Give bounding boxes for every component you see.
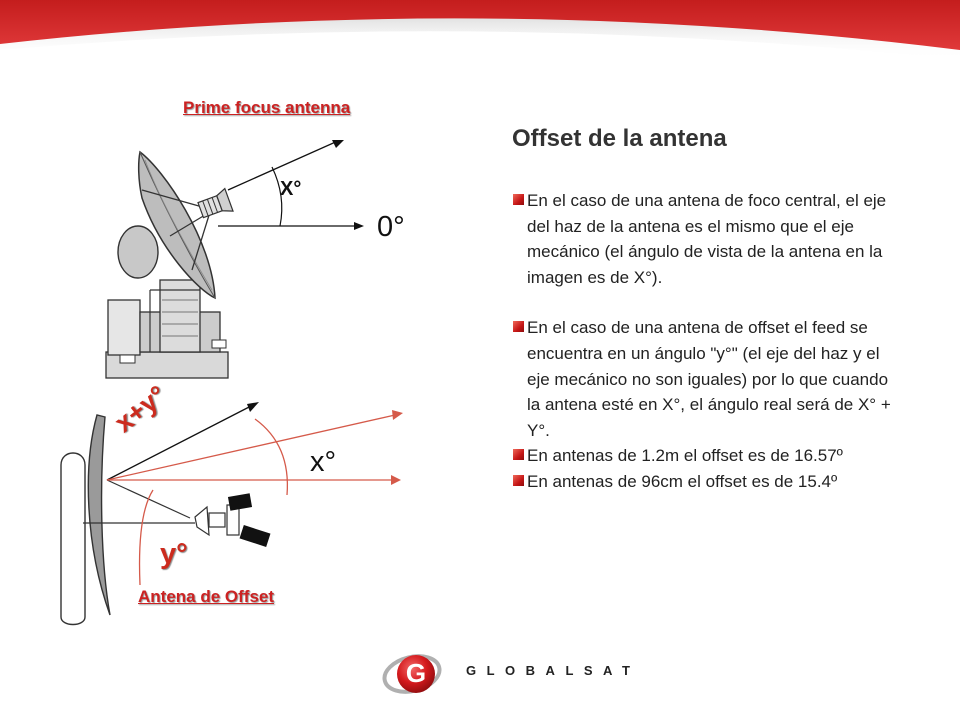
bullet-marker-icon bbox=[513, 475, 524, 486]
bullet-marker-icon bbox=[513, 321, 524, 332]
bullet-item bbox=[527, 188, 897, 290]
offset-antenna-label: Antena de Offset bbox=[138, 587, 275, 606]
angle-y-label: y° bbox=[160, 538, 188, 570]
bullet-list bbox=[527, 188, 897, 495]
bullet-text: En el caso de una antena de offset el feed se encuentra en un ángulo "y°" (el eje del haz y el eje mecánico no son iguales) por lo que cuando la antena esté en X°, el ángulo real será de X° + Y°. bbox=[527, 318, 891, 440]
prime-focus-label: Prime focus antenna bbox=[183, 98, 351, 117]
bullet-item bbox=[527, 315, 897, 443]
mast bbox=[61, 453, 85, 625]
bullet-item bbox=[527, 443, 897, 469]
angle-x-label: x° bbox=[310, 446, 337, 478]
bullet-text: En el caso de una antena de foco central, el eje del haz de la antena es el mismo que el eje mecánico (el ángulo de vista de la antena en la imagen es de X°). bbox=[527, 191, 887, 287]
slide-title: Offset de la antena bbox=[512, 125, 727, 152]
header-banner bbox=[0, 0, 960, 70]
angle-x-small-label: X° bbox=[280, 178, 302, 200]
offset-reflector bbox=[88, 415, 110, 615]
angle-zero-label: 0° bbox=[377, 211, 405, 243]
bullet-marker-icon bbox=[513, 449, 524, 460]
lnb-feed bbox=[195, 493, 270, 547]
logo-letter: G bbox=[405, 658, 427, 688]
prime-focus-diagram bbox=[100, 140, 420, 385]
logo-wordmark: GLOBALSAT bbox=[466, 663, 641, 678]
bullet-marker-icon bbox=[513, 194, 524, 205]
antenna-mount bbox=[118, 226, 158, 278]
bullet-text: En antenas de 96cm el offset es de 15.4º bbox=[527, 471, 838, 491]
bullet-text: En antenas de 1.2m el offset es de 16.57º bbox=[527, 446, 843, 466]
globalsat-logo-icon bbox=[380, 648, 452, 700]
bullet-item bbox=[527, 469, 897, 495]
angle-x-plus-y-label: x+y° bbox=[108, 379, 172, 439]
